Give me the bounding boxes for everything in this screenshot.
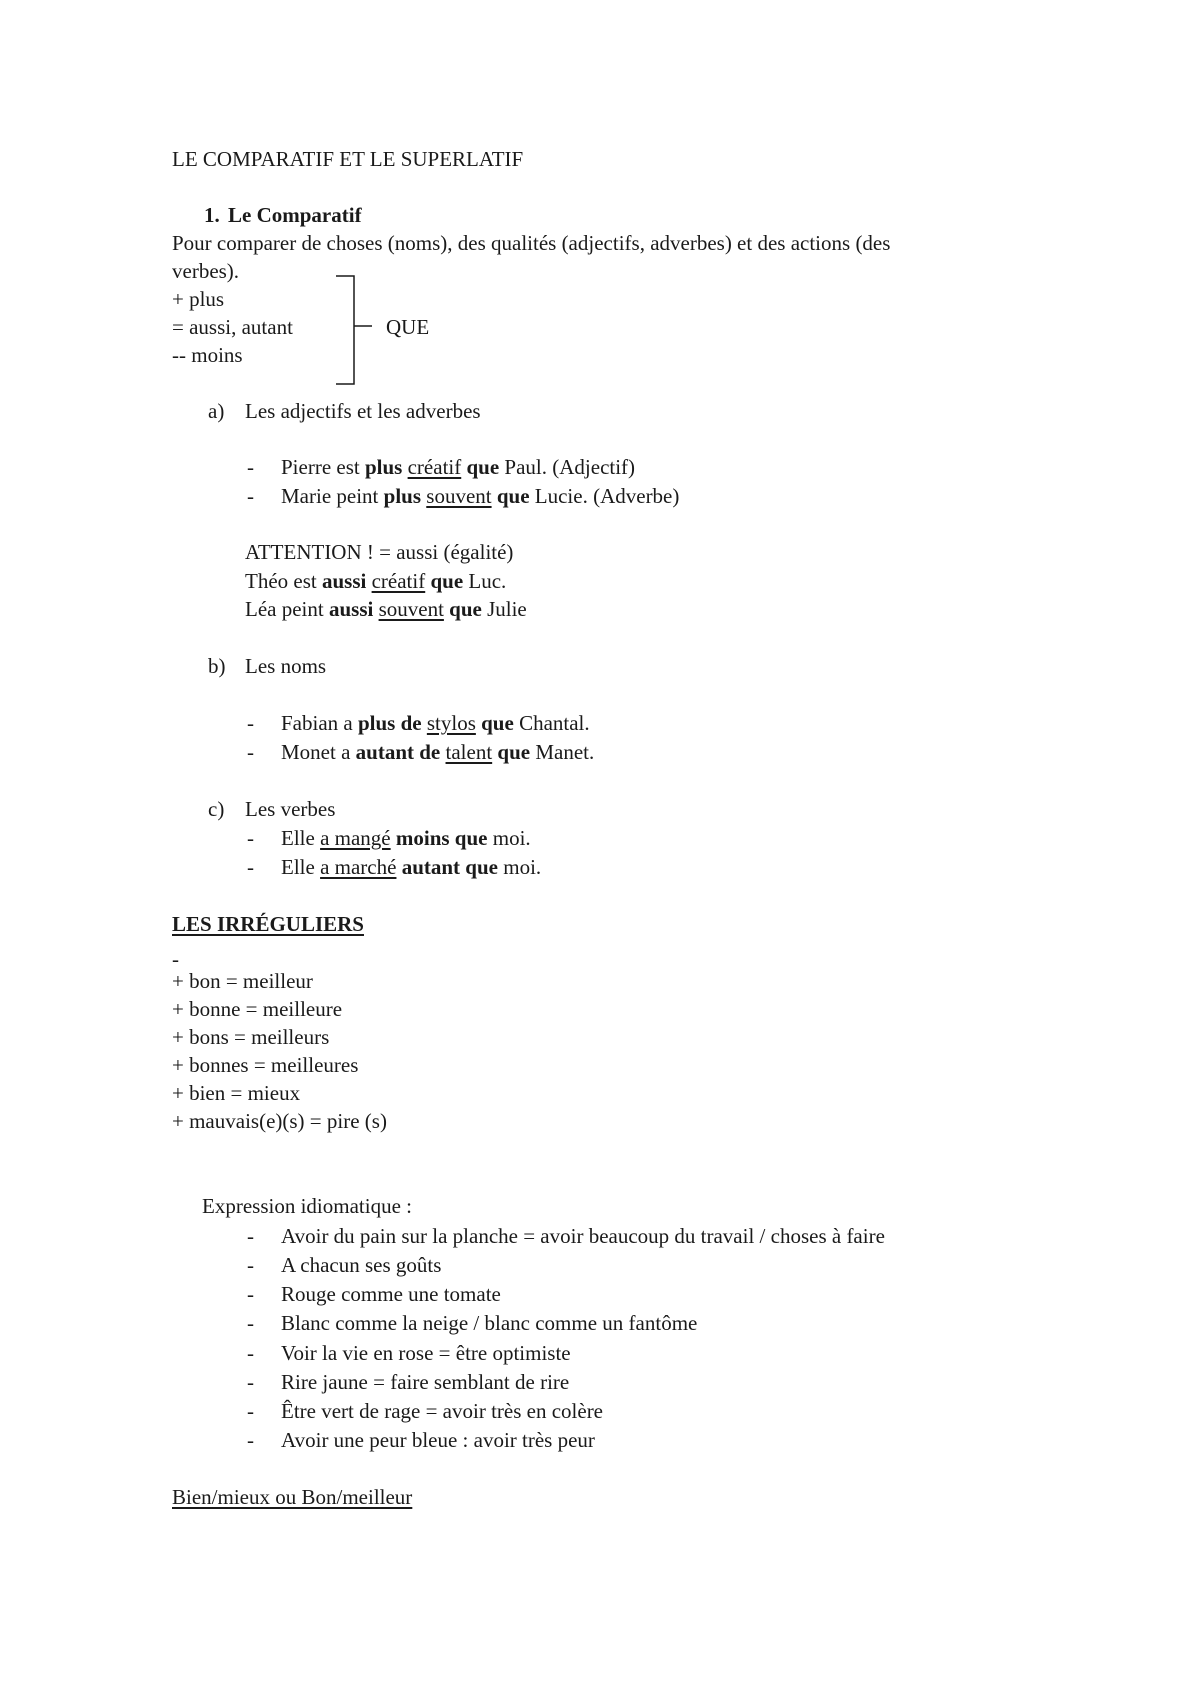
bullet: - xyxy=(247,1253,254,1277)
expression-item: Avoir du pain sur la planche = avoir beaucoup du travail / choses à faire xyxy=(281,1224,885,1248)
attention-example-2: Léa peint aussi souvent que Julie xyxy=(245,597,527,621)
intro-line-2: verbes). xyxy=(172,259,240,283)
sub-a-letter: a) xyxy=(208,399,225,423)
bullet: - xyxy=(247,1370,254,1394)
bullet: - xyxy=(247,855,254,879)
expression-item: A chacun ses goûts xyxy=(281,1253,442,1277)
expression-item: Être vert de rage = avoir très en colère xyxy=(281,1399,604,1423)
sub-b-letter: b) xyxy=(208,654,226,678)
right-brace-icon xyxy=(334,274,374,386)
bullet: - xyxy=(247,1399,254,1423)
irregular-item: + bon = meilleur xyxy=(172,969,313,993)
sub-a-title: Les adjectifs et les adverbes xyxy=(245,399,481,423)
expression-item: Voir la vie en rose = être optimiste xyxy=(281,1341,571,1365)
example-a2: Marie peint plus souvent que Lucie. (Adverbe) xyxy=(281,484,680,508)
example-b2: Monet a autant de talent que Manet. xyxy=(281,740,595,764)
expression-item: Blanc comme la neige / blanc comme un fantôme xyxy=(281,1311,698,1335)
document-title: LE COMPARATIF ET LE SUPERLATIF xyxy=(172,147,524,171)
bullet: - xyxy=(247,484,254,508)
bullet: - xyxy=(247,826,254,850)
bullet: - xyxy=(247,1311,254,1335)
irreguliers-dash: - xyxy=(172,947,179,971)
section-heading: Le Comparatif xyxy=(228,203,362,227)
bullet: - xyxy=(247,455,254,479)
attention-note: ATTENTION ! = aussi (égalité) xyxy=(245,540,514,564)
bien-bon-heading: Bien/mieux ou Bon/meilleur xyxy=(172,1485,413,1509)
sub-c-letter: c) xyxy=(208,797,225,821)
bullet: - xyxy=(247,711,254,735)
intro-line-1: Pour comparer de choses (noms), des qualités (adjectifs, adverbes) et des actions (des xyxy=(172,231,891,255)
example-c1: Elle a mangé moins que moi. xyxy=(281,826,531,850)
bullet: - xyxy=(247,1224,254,1248)
op-equal: = aussi, autant xyxy=(172,315,293,339)
que-label: QUE xyxy=(386,315,430,339)
example-b1: Fabian a plus de stylos que Chantal. xyxy=(281,711,590,735)
irregular-item: + mauvais(e)(s) = pire (s) xyxy=(172,1109,387,1133)
op-plus: + plus xyxy=(172,287,225,311)
irregular-item: + bien = mieux xyxy=(172,1081,301,1105)
irreguliers-heading: LES IRRÉGULIERS xyxy=(172,912,364,936)
sub-c-title: Les verbes xyxy=(245,797,336,821)
attention-example-1: Théo est aussi créatif que Luc. xyxy=(245,569,507,593)
example-a1: Pierre est plus créatif que Paul. (Adjectif) xyxy=(281,455,636,479)
expression-item: Avoir une peur bleue : avoir très peur xyxy=(281,1428,595,1452)
section-number: 1. xyxy=(204,203,220,227)
sub-b-title: Les noms xyxy=(245,654,327,678)
bullet: - xyxy=(247,1428,254,1452)
bullet: - xyxy=(247,740,254,764)
bullet: - xyxy=(247,1282,254,1306)
expressions-heading: Expression idiomatique : xyxy=(202,1194,412,1218)
op-minus: -- moins xyxy=(172,343,243,367)
example-c2: Elle a marché autant que moi. xyxy=(281,855,542,879)
expression-item: Rouge comme une tomate xyxy=(281,1282,501,1306)
irregular-item: + bonne = meilleure xyxy=(172,997,343,1021)
irregular-item: + bonnes = meilleures xyxy=(172,1053,359,1077)
bullet: - xyxy=(247,1341,254,1365)
irregular-item: + bons = meilleurs xyxy=(172,1025,330,1049)
expression-item: Rire jaune = faire semblant de rire xyxy=(281,1370,570,1394)
